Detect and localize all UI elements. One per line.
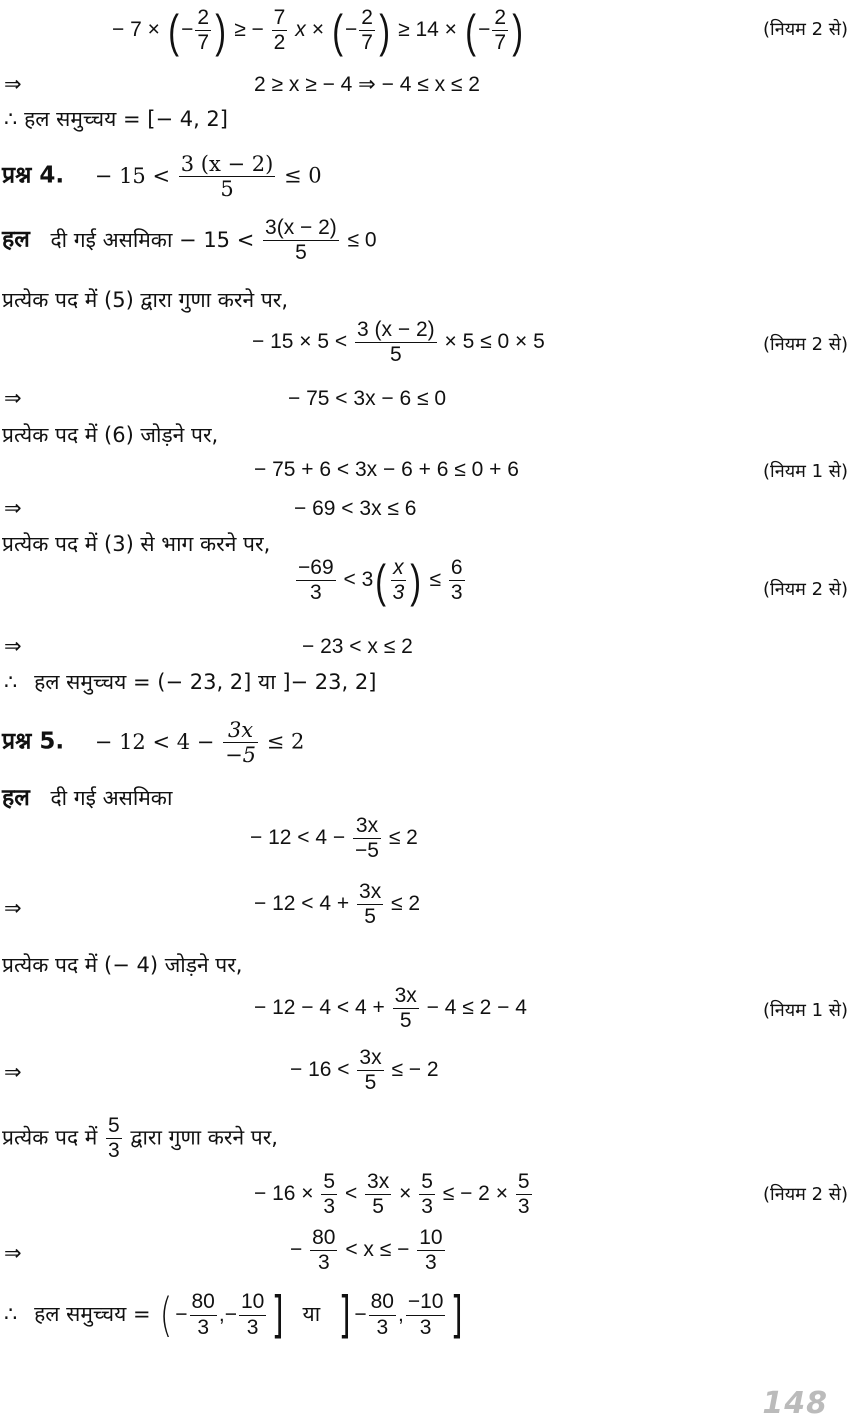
fraction: $\frac{2}{7}$	[494, 6, 507, 55]
fraction: $\frac{-69}{3}$	[298, 556, 334, 605]
fraction: $\frac{3x}{5}$	[359, 1046, 382, 1095]
fraction: $\frac{3x}{-5}$	[225, 718, 257, 768]
q5-step-line: − 16 × $\frac{5}{3}$ < $\frac{3x}{5}$ × $\frac{5}{3}$ ≤ − 2 × $\frac{5}{3}$	[254, 1170, 530, 1219]
q5-step-line: − 12 < 4 − $\frac{3x}{-5}$ ≤ 2	[250, 814, 418, 863]
therefore-symbol: ∴	[4, 670, 18, 694]
q4-step-line: − 23 < x ≤ 2	[302, 635, 413, 658]
fraction: $\frac{x}{3}$	[392, 556, 405, 605]
q5-step-line: − 12 < 4 + $\frac{3x}{5}$ ≤ 2	[254, 880, 421, 929]
q5-step-line: − 12 − 4 < 4 + $\frac{3x}{5}$ − 4 ≤ 2 − 4	[254, 984, 527, 1033]
fraction: $\frac{5}{3}$	[108, 1114, 120, 1163]
q5-question: प्रश्न 5. − 12 < 4 − $\frac{3x}{-5}$ ≤ 2	[2, 718, 305, 768]
implies-symbol: ⇒	[4, 72, 22, 96]
q5-step-line: − 16 < $\frac{3x}{5}$ ≤ − 2	[290, 1046, 439, 1095]
fraction: $\frac{80}{3}$	[191, 1290, 215, 1339]
q4-solution-set: ∴ हल समुच्चय = (− 23, 2] या ]− 23, 2]	[4, 670, 377, 694]
implies-symbol: ⇒	[4, 386, 22, 410]
step-description: प्रत्येक पद में $\frac{5}{3}$ द्वारा गुणा करने पर,	[2, 1114, 278, 1163]
solution-label: हल	[2, 785, 30, 811]
rule-note: (नियम 1 से)	[763, 1000, 848, 1021]
q3-step-line: 2 ≥ x ≥ − 4 ⇒ − 4 ≤ x ≤ 2	[254, 73, 480, 96]
rule-note: (नियम 2 से)	[763, 1184, 848, 1205]
q4-step-line: $\frac{-69}{3}$ < 3( $\frac{x}{3}$ ) ≤ $\frac{6}{3}$	[298, 554, 463, 607]
q3-solution-set: ∴ हल समुच्चय = [− 4, 2]	[4, 107, 228, 131]
rule-note: (नियम 2 से)	[763, 334, 848, 355]
open-paren: (	[168, 4, 179, 57]
fraction: $\frac{10}{3}$	[240, 1290, 265, 1339]
therefore-symbol: ∴	[4, 107, 18, 131]
page-number: 148	[762, 1386, 828, 1421]
question-label: प्रश्न 5.	[2, 728, 65, 755]
rule-note: (नियम 2 से)	[763, 579, 848, 600]
fraction: $\frac{3x}{5}$	[367, 1170, 390, 1219]
q4-given: हल दी गई असमिका − 15 < $\frac{3(x - 2)}{5}$ ≤ 0	[2, 216, 377, 265]
question-label: प्रश्न 4.	[2, 162, 65, 189]
fraction: $\frac{3x}{5}$	[394, 984, 417, 1033]
fraction: $\frac{7}{2}$	[273, 6, 286, 55]
q5-given: हल दी गई असमिका	[2, 785, 173, 811]
fraction: $\frac{2}{7}$	[361, 6, 373, 55]
implies-symbol: ⇒	[4, 496, 22, 520]
implies-symbol: ⇒	[4, 1241, 22, 1265]
rule-note: (नियम 1 से)	[763, 461, 848, 482]
step-description: प्रत्येक पद में (3) से भाग करने पर,	[2, 532, 271, 556]
fraction: $\frac{3(x - 2)}{5}$	[265, 216, 337, 265]
fraction: $\frac{3 (x - 2)}{5}$	[180, 152, 274, 202]
q5-step-line: − $\frac{80}{3}$ < x ≤ − $\frac{10}{3}$	[290, 1226, 443, 1275]
fraction: $\frac{10}{3}$	[419, 1226, 443, 1275]
step-description: प्रत्येक पद में (− 4) जोड़ने पर,	[2, 953, 243, 977]
step-description: प्रत्येक पद में (5) द्वारा गुणा करने पर,	[2, 288, 289, 312]
therefore-symbol: ∴	[4, 1302, 18, 1326]
implies-symbol: ⇒	[4, 896, 22, 920]
close-paren: )	[215, 4, 227, 57]
fraction: $\frac{3x}{5}$	[359, 880, 382, 929]
q4-step-line: − 75 < 3x − 6 ≤ 0	[288, 387, 447, 410]
q4-step-line: − 15 × 5 < $\frac{3 (x - 2)}{5}$ × 5 ≤ 0 × 5	[252, 318, 545, 367]
fraction: $\frac{3x}{-5}$	[355, 814, 379, 863]
q4-step-line: − 75 + 6 < 3x − 6 + 6 ≤ 0 + 6	[254, 458, 519, 481]
fraction: $\frac{80}{3}$	[312, 1226, 336, 1275]
rule-note: (नियम 2 से)	[763, 19, 848, 40]
fraction: $\frac{2}{7}$	[197, 6, 210, 55]
fraction: $\frac{-10}{3}$	[407, 1290, 444, 1339]
fraction: $\frac{6}{3}$	[450, 556, 463, 605]
solution-label: हल	[2, 226, 30, 253]
implies-symbol: ⇒	[4, 634, 22, 658]
fraction: $\frac{5}{3}$	[323, 1170, 336, 1219]
step-description: प्रत्येक पद में (6) जोड़ने पर,	[2, 423, 219, 447]
fraction: $\frac{5}{3}$	[517, 1170, 530, 1219]
q4-question: प्रश्न 4. − 15 < $\frac{3 (x - 2)}{5}$ ≤ 0	[2, 152, 322, 202]
fraction: $\frac{3 (x - 2)}{5}$	[357, 318, 435, 367]
q5-solution-set: ∴ हल समुच्चय = ( − $\frac{80}{3}$ ,− $\frac{10}{3}$ ] या ] − $\frac{80}{3}$ , $\frac{-10}{3}$ ]	[4, 1286, 464, 1344]
q4-step-line: − 69 < 3x ≤ 6	[294, 497, 417, 520]
fraction: $\frac{5}{3}$	[421, 1170, 433, 1219]
q3-step-line: − 7 × ( − $\frac{2}{7}$ ) ≥ − $\frac{7}{2}$ x × ( − $\frac{2}{7}$ ) ≥ 14 × ( − $\frac{2}{7}$ )	[112, 4, 524, 57]
fraction: $\frac{80}{3}$	[370, 1290, 394, 1339]
implies-symbol: ⇒	[4, 1060, 22, 1084]
